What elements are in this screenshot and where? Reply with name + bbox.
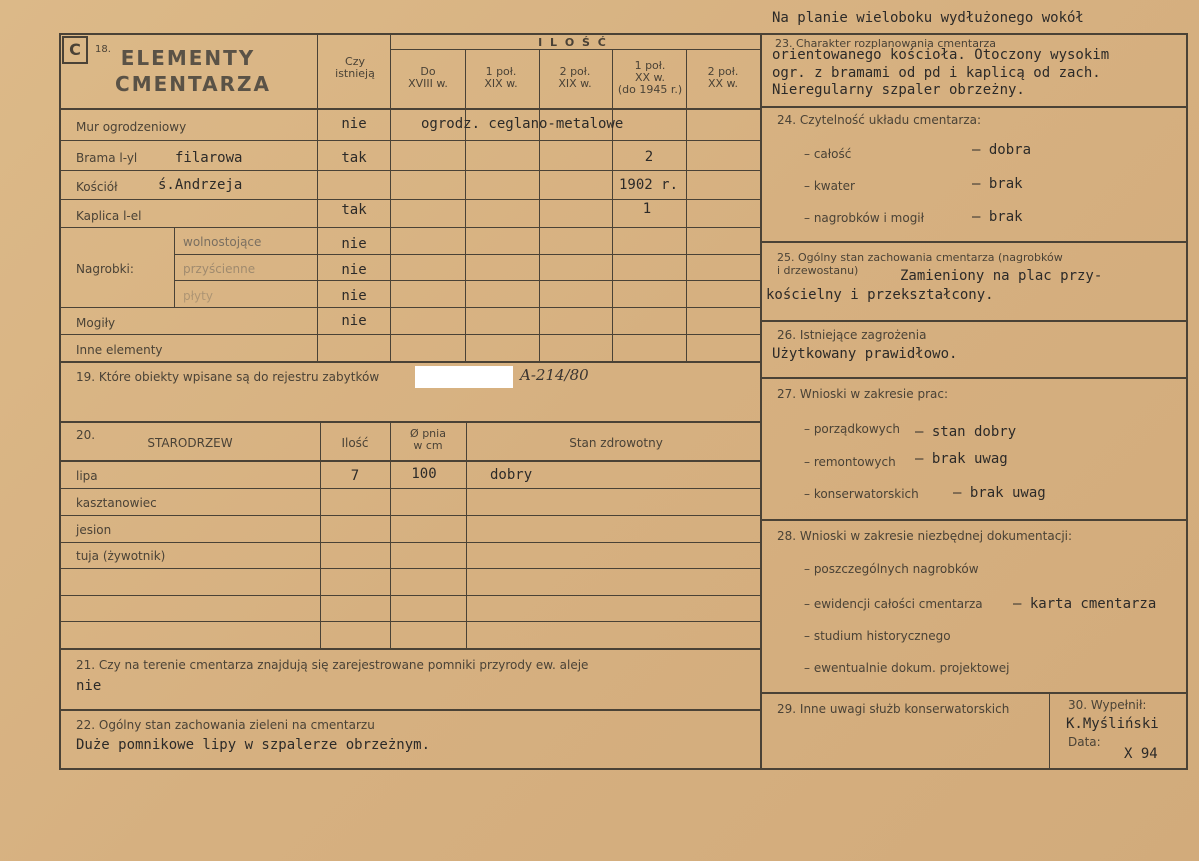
s25-bottom [761, 320, 1187, 322]
tree-name: kasztanowiec [76, 496, 157, 510]
vline-c3 [612, 49, 613, 362]
s20-col-pnia: Ø pnia w cm [410, 427, 446, 452]
s24-item-value: – dobra [972, 142, 1032, 158]
s30-name: K.Myśliński [1066, 716, 1159, 732]
s22-label: 22. Ogólny stan zachowania zieleni na cmentarzu [76, 718, 375, 732]
s20-bottom [60, 648, 760, 650]
frame-left [59, 33, 61, 770]
row-line [60, 307, 760, 308]
s28-bottom [761, 692, 1187, 694]
row-mur-label: Mur ogrodzeniowy [76, 120, 187, 134]
row-mogily-czy: nie [341, 313, 367, 329]
s24-item-value: – brak [972, 209, 1023, 225]
s20-row-line [60, 621, 760, 622]
s20-row-line [60, 568, 760, 569]
vline-c2 [539, 49, 540, 362]
row-kosciol-value: ś.Andrzeja [158, 177, 243, 193]
vline-czy-left [317, 33, 318, 362]
s24-item-label: – kwater [804, 179, 855, 193]
row-mur-czy: nie [341, 116, 367, 132]
row-nagrobki-sub2: przyścienne [183, 262, 256, 276]
s27-bottom [761, 519, 1187, 521]
col-2pol-xx: 2 poł. XX w. [707, 65, 739, 90]
s30-data-label: Data: [1068, 735, 1101, 749]
s25-value2: kościelny i przekształcony. [766, 287, 994, 303]
s25-label1: 25. Ogólny stan zachowania cmentarza (nagrobków [777, 251, 1063, 264]
title-line1: ELEMENTY [120, 46, 256, 70]
s25-value1: Zamieniony na plac przy- [900, 268, 1103, 284]
s28-item-label: – studium historycznego [804, 629, 951, 643]
row-nagrobki-sub1-czy: nie [341, 236, 367, 252]
s26-label: 26. Istniejące zagrożenia [777, 328, 927, 342]
s23-line1: orientowanego kościoła. Otoczony wysokim [772, 47, 1110, 63]
s24-bottom [761, 241, 1187, 243]
s27-label: 27. Wnioski w zakresie prac: [777, 387, 949, 401]
row-brama-value: filarowa [175, 150, 243, 166]
s23-line2: ogr. z bramami od pd i kaplicą od zach. [772, 65, 1101, 81]
tree-ilosc: 7 [350, 468, 360, 484]
s20-vline [320, 421, 321, 648]
row-brama-czy: tak [341, 150, 367, 166]
s23-label: 23. Charakter rozplanowania cmentarza [775, 37, 996, 50]
s19-label: 19. Które obiekty wpisane są do rejestru zabytków [76, 370, 380, 384]
row-line [174, 254, 760, 255]
row-line [60, 227, 760, 228]
s23-line3: Nieregularny szpaler obrzeżny. [772, 82, 1025, 98]
row-nagrobki-sub3: płyty [183, 289, 213, 303]
s28-item-label: – ewidencji całości cmentarza [804, 597, 983, 611]
row-brama-label: Brama l-yl [76, 151, 138, 165]
s20-vline [390, 421, 391, 648]
row-brama-count: 2 [644, 149, 654, 165]
row-kosciol-label: Kościół [76, 180, 118, 194]
s23-bottom [761, 106, 1187, 108]
col-1pol-xix: 1 poł. XIX w. [484, 65, 518, 90]
row-kaplica-label: Kaplica l-el [76, 209, 142, 223]
s20-no: 20. [76, 428, 96, 442]
row-mur-note: ogrodz. ceglano-metalowe [421, 116, 624, 132]
frame-top [60, 33, 1187, 35]
row-line [60, 334, 760, 335]
tree-name: lipa [76, 469, 98, 483]
row-nagrobki-sub1: wolnostojące [183, 235, 262, 249]
row-line [60, 140, 760, 141]
section-18-no: 18. [95, 44, 111, 55]
row-kaplica-czy: tak [341, 202, 367, 218]
tree-stan: dobry [490, 467, 533, 483]
row-line [60, 361, 760, 363]
col-do-xviii: Do XVIII w. [408, 65, 448, 90]
title-line2: CMENTARZA [115, 72, 271, 96]
s20-title: STARODRZEW [147, 436, 233, 450]
s19-bottom [60, 421, 760, 423]
s28-label: 28. Wnioski w zakresie niezbędnej dokumentacji: [777, 529, 1073, 543]
s24-label: 24. Czytelność układu cmentarza: [777, 113, 982, 127]
s20-vline [466, 421, 467, 648]
row-nagrobki-sub3-czy: nie [341, 288, 367, 304]
row-line [60, 170, 760, 171]
s28-item-label: – poszczególnych nagrobków [804, 562, 979, 576]
s22-value: Duże pomnikowe lipy w szpalerze obrzeżnym. [76, 737, 431, 753]
tree-pnia: 100 [411, 466, 437, 482]
tree-name: jesion [76, 523, 112, 537]
nagrobki-sub-divider [174, 227, 175, 307]
vline-czy-right [390, 33, 391, 362]
s19-value: A-214/80 [520, 366, 589, 384]
s26-bottom [761, 377, 1187, 379]
frame-bottom [60, 768, 1187, 770]
top-note: Na planie wieloboku wydłużonego wokół [772, 10, 1084, 26]
row-mogily-label: Mogiły [76, 316, 116, 330]
s27-item-label: – remontowych [804, 455, 896, 469]
s27-item-value: – brak uwag [953, 485, 1046, 501]
s21-value: nie [76, 678, 102, 694]
s27-item-value: – brak uwag [915, 451, 1008, 467]
row-kaplica-count: 1 [642, 201, 652, 217]
s24-item-label: – całość [804, 147, 852, 161]
s24-item-label: – nagrobków i mogił [804, 211, 925, 225]
tree-name: tuja (żywotnik) [76, 549, 166, 563]
row-line [60, 199, 760, 200]
s27-item-label: – porządkowych [804, 422, 900, 436]
s21-label: 21. Czy na terenie cmentarza znajdują się zarejestrowane pomniki przyrody ew. aleje [76, 658, 589, 672]
row-inne-label: Inne elementy [76, 343, 163, 357]
redaction-box [415, 366, 513, 388]
row-nagrobki-label: Nagrobki: [76, 262, 134, 276]
s20-row-line [60, 542, 760, 543]
s27-item-value: – stan dobry [915, 424, 1017, 440]
header-bottom [60, 108, 760, 110]
frame-right [1186, 33, 1188, 770]
row-line [174, 280, 760, 281]
frame-middle [760, 33, 762, 770]
vline-c4 [686, 49, 687, 362]
ilosc-header: I L O Ś Ć [538, 36, 608, 49]
s28-item-label: – ewentualnie dokum. projektowej [804, 661, 1010, 675]
ilosc-divider [390, 49, 760, 50]
s25-label2: i drzewostanu) [777, 264, 859, 277]
col-1pol-xx: 1 poł. XX w. (do 1945 r.) [617, 59, 683, 96]
s21-bottom [60, 709, 760, 711]
s30-label: 30. Wypełnił: [1068, 698, 1147, 712]
s26-value: Użytkowany prawidłowo. [772, 346, 958, 362]
s30-data-value: X 94 [1124, 746, 1158, 762]
s29-label: 29. Inne uwagi służb konserwatorskich [777, 702, 1010, 716]
vline-c1 [465, 49, 466, 362]
row-nagrobki-sub2-czy: nie [341, 262, 367, 278]
s20-row-line [60, 515, 760, 516]
col-2pol-xix: 2 poł. XIX w. [558, 65, 592, 90]
s20-col-ilosc: Ilość [341, 436, 369, 450]
s20-row-line [60, 460, 760, 462]
s29-s30-divider [1049, 692, 1050, 769]
s20-col-stan: Stan zdrowotny [569, 436, 663, 450]
s24-item-value: – brak [972, 176, 1023, 192]
s20-row-line [60, 595, 760, 596]
col-czy-istnieja: Czy istnieją [335, 55, 375, 80]
corner-letter: C [62, 36, 88, 64]
s27-item-label: – konserwatorskich [804, 487, 919, 501]
s20-row-line [60, 488, 760, 489]
s28-item-value: – karta cmentarza [1013, 596, 1157, 612]
row-kosciol-date: 1902 r. [619, 177, 679, 193]
